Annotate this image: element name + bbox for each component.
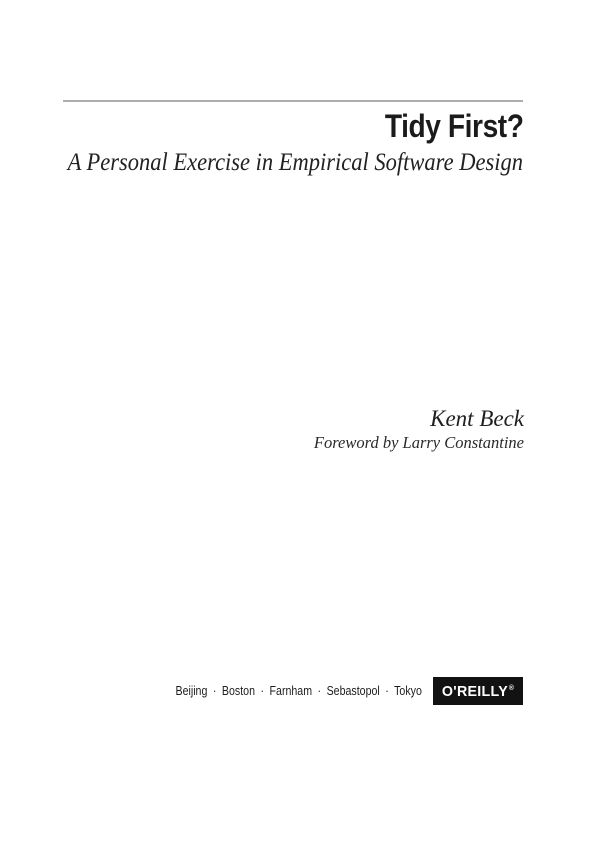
registered-trademark-icon: ® [508, 684, 515, 692]
oreilly-logo [433, 677, 523, 705]
publisher-row [132, 677, 523, 705]
oreilly-logo-wordmark: O'REILLY [441, 682, 508, 700]
oreilly-logo-text [442, 684, 514, 699]
publisher-cities: Beijing · Boston · Farnham · Sebastopol · Tokyo [175, 684, 422, 698]
top-rule-divider [63, 100, 523, 102]
author-name: Kent Beck [430, 406, 524, 431]
foreword-credit: Foreword by Larry Constantine [313, 433, 524, 452]
book-subtitle: A Personal Exercise in Empirical Software Design [67, 149, 523, 176]
book-title: Tidy First? [384, 108, 523, 144]
author-block [314, 406, 524, 454]
